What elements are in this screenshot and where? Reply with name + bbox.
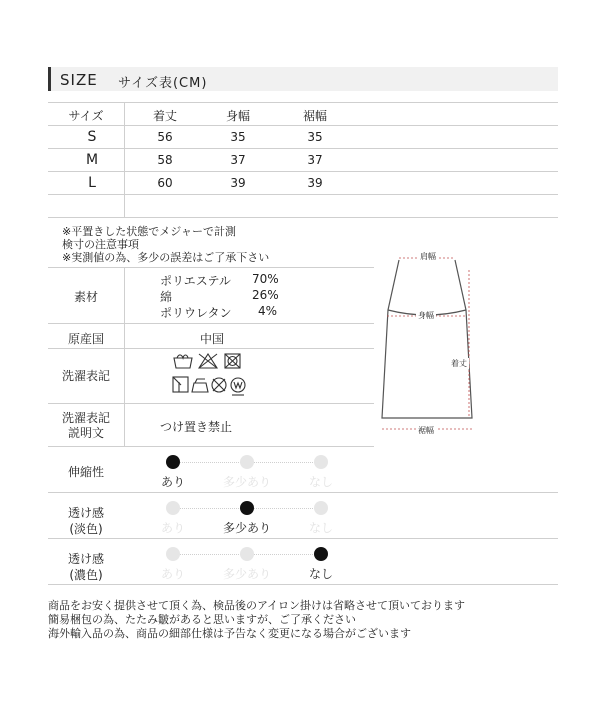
rating-dot-selected <box>314 547 328 561</box>
rating-option-label: 多少あり <box>222 567 271 581</box>
note-line: ※実測値の為、多少の誤差はご了承下さい <box>62 251 270 264</box>
material-name: ポリウレタン <box>160 306 232 320</box>
table-cell: 58 <box>157 153 173 167</box>
rating-track <box>173 508 247 509</box>
origin-value: 中国 <box>200 332 225 346</box>
garment-diagram <box>375 248 480 438</box>
table-cell: L <box>88 175 96 191</box>
material-name: 綿 <box>160 290 173 304</box>
rating-option-label: なし <box>308 567 333 581</box>
rating-border <box>48 538 558 539</box>
detail-border <box>48 348 374 349</box>
table-header: サイズ <box>68 109 104 123</box>
rating-border <box>48 492 558 493</box>
no-bleach-icon <box>199 354 217 368</box>
hem-width-label: 裾幅 <box>418 426 434 435</box>
note-line: ※平置きした状態でメジャーで計測 <box>62 225 236 238</box>
rating-dot <box>240 547 254 561</box>
detail-divider <box>124 267 125 446</box>
material-label: 素材 <box>73 290 98 304</box>
shoulder-width-label: 肩幅 <box>420 252 436 261</box>
rating-option-label: なし <box>308 521 333 535</box>
wet-clean-icon <box>231 378 245 395</box>
rating-label: 透け感 <box>67 552 104 566</box>
length-label: 着丈 <box>451 359 467 368</box>
material-pct: 26% <box>252 288 279 302</box>
header-accent-bar <box>48 67 51 91</box>
chest-width-label: 身幅 <box>418 311 434 320</box>
wash-label: 洗濯表記 <box>61 369 110 383</box>
wash-desc-value: つけ置き禁止 <box>160 420 233 434</box>
rating-option-label: あり <box>160 567 185 581</box>
rating-dot <box>166 547 180 561</box>
origin-label: 原産国 <box>67 332 104 346</box>
material-pct: 70% <box>252 272 279 286</box>
material-name: ポリエステル <box>160 274 231 288</box>
note-line: 検寸の注意事項 <box>62 238 139 251</box>
rating-option-label: あり <box>160 521 185 535</box>
rating-dot <box>240 455 254 469</box>
rating-track <box>247 508 321 509</box>
footer-note: 簡易梱包の為、たたみ皺があると思いますが、ご了承ください <box>48 613 356 626</box>
detail-border <box>48 323 374 324</box>
footer-note: 海外輸入品の為、商品の細部仕様は予告なく変更になる場合がございます <box>48 627 411 640</box>
wash-desc-label: 洗濯表記 <box>61 411 110 425</box>
table-header: 身幅 <box>225 109 250 123</box>
section-title: SIZE <box>60 71 98 89</box>
table-cell: 39 <box>230 176 246 190</box>
measurement-lines <box>382 258 472 429</box>
line-dry-shade-icon <box>173 377 188 392</box>
rating-dot-selected <box>240 501 254 515</box>
wash-desc-label: 説明文 <box>67 426 104 440</box>
no-tumble-dry-icon <box>225 354 240 368</box>
rating-sublabel: (濃色) <box>69 568 103 582</box>
table-border <box>48 217 558 218</box>
rating-border <box>48 584 558 585</box>
hand-wash-icon <box>174 355 192 368</box>
rating-track <box>173 554 247 555</box>
rating-label: 伸縮性 <box>67 465 104 479</box>
table-cell: 35 <box>230 130 246 144</box>
material-pct: 4% <box>258 304 278 318</box>
rating-option-label: 多少あり <box>222 521 271 535</box>
table-cell: S <box>87 129 97 145</box>
detail-border <box>48 267 374 268</box>
rating-track <box>173 462 247 463</box>
table-cell: 35 <box>307 130 323 144</box>
table-cell: 60 <box>157 176 173 190</box>
rating-track <box>247 462 321 463</box>
table-cell: 37 <box>230 153 246 167</box>
rating-option-label: 多少あり <box>222 475 271 489</box>
section-subtitle: サイズ表(CM) <box>118 76 208 91</box>
table-cell: 37 <box>307 153 323 167</box>
detail-border <box>48 446 374 447</box>
table-cell: 56 <box>157 130 173 144</box>
detail-border <box>48 403 374 404</box>
rating-dot-selected <box>166 455 180 469</box>
table-cell: 39 <box>307 176 323 190</box>
camisole-outline <box>382 260 472 418</box>
iron-icon <box>192 379 208 392</box>
no-dry-clean-icon <box>212 378 226 392</box>
footer-note: 商品をお安く提供させて頂く為、検品後のアイロン掛けは省略させて頂いております <box>48 599 466 612</box>
rating-dot <box>314 455 328 469</box>
table-cell: M <box>85 152 99 168</box>
rating-dot <box>166 501 180 515</box>
rating-option-label: あり <box>160 475 185 489</box>
rating-label: 透け感 <box>67 506 104 520</box>
table-header: 着丈 <box>152 109 177 123</box>
rating-dot <box>314 501 328 515</box>
table-header: 裾幅 <box>302 109 327 123</box>
rating-sublabel: (淡色) <box>69 522 103 536</box>
rating-track <box>247 554 321 555</box>
rating-option-label: なし <box>308 475 333 489</box>
wash-symbols <box>172 352 262 398</box>
